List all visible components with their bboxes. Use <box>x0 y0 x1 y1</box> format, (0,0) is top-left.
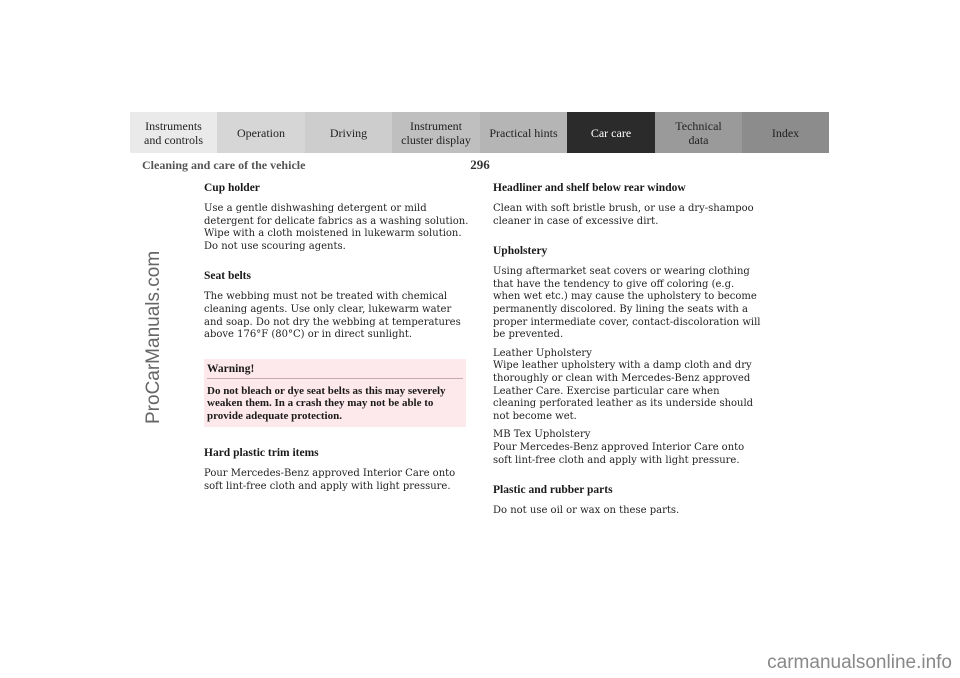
cup-holder-heading: Cup holder <box>204 182 260 194</box>
leather-upholstery-title: Leather Upholstery <box>493 347 592 359</box>
tab-driving[interactable] <box>305 112 392 153</box>
hard-plastic-section <box>204 447 472 493</box>
upholstery-heading: Upholstery <box>493 245 548 258</box>
warning-title: Warning! <box>207 363 463 379</box>
seat-belts-section <box>204 270 472 341</box>
tab-label: Index <box>771 125 800 140</box>
tab-car-care[interactable] <box>567 112 655 153</box>
tab-instrument-cluster-display[interactable] <box>392 112 480 153</box>
tab-index[interactable] <box>742 112 829 153</box>
mbtex-upholstery-title: MB Tex Upholstery <box>493 429 591 441</box>
tab-label: Driving <box>329 125 368 140</box>
headliner-section <box>493 182 761 228</box>
page-number: 296 <box>470 157 490 172</box>
right-column <box>493 182 761 535</box>
tab-label: Operation <box>237 125 285 140</box>
tab-label: Practical hints <box>489 125 558 140</box>
seat-belts-text: The webbing must not be treated with chemical cleaning agents. Use only clear, lukewarm water and soap. Do not dry the webbing at temperatures above 176°F (80°C) or in direct sunlight. <box>204 291 461 341</box>
tab-instruments-and-controls[interactable] <box>130 112 217 153</box>
cup-holder-section <box>204 182 472 253</box>
warning-text: Do not bleach or dye seat belts as this may severely weaken them. In a crash they may not be able to provide adequate protection. <box>207 384 446 422</box>
tab-label: Instruments and controls <box>144 118 203 147</box>
tab-technical-data[interactable] <box>655 112 742 153</box>
left-column <box>204 182 472 510</box>
tab-label: Technical data <box>675 118 722 147</box>
tab-practical-hints[interactable] <box>480 112 567 153</box>
section-title: Cleaning and care of the vehicle <box>142 158 306 172</box>
upholstery-section <box>493 245 761 467</box>
headliner-heading: Headliner and shelf below rear window <box>493 182 686 194</box>
plastic-rubber-heading: Plastic and rubber parts <box>493 484 613 497</box>
headliner-text: Clean with soft bristle brush, or use a dry-shampoo cleaner in case of excessive dirt. <box>493 203 754 227</box>
warning-box <box>204 359 466 427</box>
hard-plastic-heading: Hard plastic trim items <box>204 446 319 459</box>
plastic-rubber-text: Do not use oil or wax on these parts. <box>493 505 680 517</box>
chapter-tabs <box>130 112 829 153</box>
mbtex-upholstery-text: Pour Mercedes-Benz approved Interior Care onto soft lint-free cloth and apply with light pressure. <box>493 441 745 466</box>
plastic-rubber-section <box>493 484 761 518</box>
seat-belts-heading: Seat belts <box>204 270 251 283</box>
tab-operation[interactable] <box>217 112 305 153</box>
hard-plastic-text: Pour Mercedes-Benz approved Interior Care onto soft lint-free cloth and apply with light pressure. <box>204 467 456 492</box>
upholstery-text: Using aftermarket seat covers or wearing clothing that have the tendency to give off coloring (e.g. when wet etc.) may cause the upholstery to become permanently discolored. By lining the seats with a proper intermediate cover, contact-discoloration will be prevented. <box>493 266 761 341</box>
tab-label: Car care <box>590 125 632 140</box>
leather-upholstery-text: Wipe leather upholstery with a damp cloth and dry thoroughly or clean with Mercedes-Benz approved Leather Care. Exercise particular care when cleaning perforated leather as its underside should not become wet. <box>493 360 754 422</box>
watermark-carmanualsonline: carmanualsonline.info <box>767 652 952 673</box>
cup-holder-text: Use a gentle dishwashing detergent or mild detergent for delicate fabrics as a washing solution. Wipe with a cloth moistened in lukewarm solution. Do not use scouring agents. <box>204 203 469 252</box>
watermark-left-text: ProCarManuals.com <box>143 250 164 424</box>
tab-label: Instrument cluster display <box>401 118 471 147</box>
